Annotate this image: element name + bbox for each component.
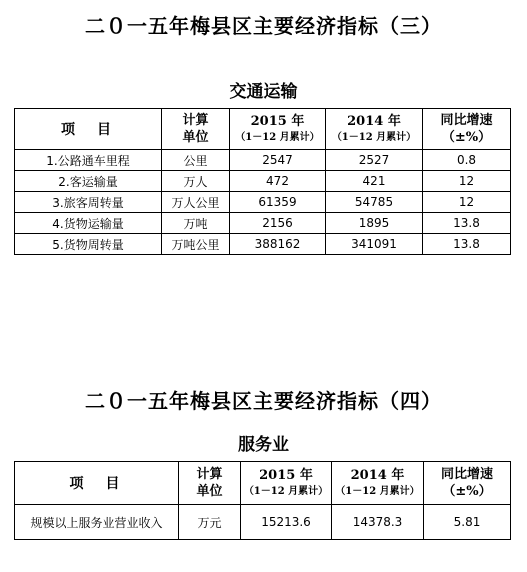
transport-table bbox=[14, 108, 511, 255]
header-yoy-line2: （±%） bbox=[441, 130, 492, 145]
header-unit-line2: 单位 bbox=[182, 130, 209, 145]
header-2014-line2: （1－12 月累计） bbox=[335, 486, 420, 497]
header-yoy-line2: （±%） bbox=[442, 484, 492, 499]
row-item: 2.客运输量 bbox=[15, 171, 162, 192]
table-row bbox=[15, 505, 511, 540]
table-row bbox=[15, 213, 511, 234]
header-yoy-line1: 同比增速 bbox=[440, 467, 493, 482]
header-2014-line2: （1－12 月累计） bbox=[331, 132, 417, 143]
row-value-2015: 61359 bbox=[230, 192, 326, 213]
section2-title: 二０一五年梅县区主要经济指标（四） bbox=[85, 389, 442, 413]
row-unit: 万元 bbox=[179, 505, 241, 540]
row-item: 3.旅客周转量 bbox=[15, 192, 162, 213]
row-value-2015: 388162 bbox=[230, 234, 326, 255]
row-value-2014: 421 bbox=[326, 171, 423, 192]
row-yoy: 5.81 bbox=[424, 505, 511, 540]
row-yoy: 12 bbox=[423, 192, 511, 213]
row-value-2015: 15213.6 bbox=[241, 505, 332, 540]
row-item: 规模以上服务业营业收入 bbox=[15, 505, 179, 540]
row-value-2015: 2156 bbox=[230, 213, 326, 234]
row-value-2015: 2547 bbox=[230, 150, 326, 171]
row-unit: 万人公里 bbox=[162, 192, 230, 213]
header-yoy-line1: 同比增速 bbox=[440, 113, 493, 128]
header-unit-line1: 计算 bbox=[182, 113, 209, 128]
row-yoy: 13.8 bbox=[423, 234, 511, 255]
header-2014-line1: 2014 年 bbox=[347, 114, 401, 129]
row-item: 1.公路通车里程 bbox=[15, 150, 162, 171]
row-value-2014: 54785 bbox=[326, 192, 423, 213]
row-yoy: 12 bbox=[423, 171, 511, 192]
table-row bbox=[15, 234, 511, 255]
section1-title: 二０一五年梅县区主要经济指标（三） bbox=[85, 14, 442, 38]
service-table bbox=[14, 461, 511, 540]
row-unit: 万人 bbox=[162, 171, 230, 192]
table-header-row bbox=[15, 462, 511, 505]
row-value-2014: 1895 bbox=[326, 213, 423, 234]
row-value-2014: 14378.3 bbox=[332, 505, 424, 540]
row-value-2014: 341091 bbox=[326, 234, 423, 255]
header-2015-line2: （1－12 月累计） bbox=[235, 132, 320, 143]
row-yoy: 13.8 bbox=[423, 213, 511, 234]
table-row bbox=[15, 150, 511, 171]
header-2015-line1: 2015 年 bbox=[259, 468, 313, 483]
table-header-row bbox=[15, 109, 511, 150]
header-item: 项 目 bbox=[15, 109, 162, 150]
table-row bbox=[15, 192, 511, 213]
header-2015-line2: （1－12 月累计） bbox=[243, 486, 329, 497]
header-yoy bbox=[424, 462, 511, 505]
header-2014 bbox=[332, 462, 424, 505]
row-yoy: 0.8 bbox=[423, 150, 511, 171]
header-2015-line1: 2015 年 bbox=[250, 114, 305, 129]
row-unit: 万吨公里 bbox=[162, 234, 230, 255]
row-item: 4.货物运输量 bbox=[15, 213, 162, 234]
header-unit bbox=[179, 462, 241, 505]
header-2015 bbox=[241, 462, 332, 505]
header-2014 bbox=[326, 109, 423, 150]
section1-subtitle: 交通运输 bbox=[229, 82, 298, 102]
row-value-2014: 2527 bbox=[326, 150, 423, 171]
row-unit: 万吨 bbox=[162, 213, 230, 234]
row-item: 5.货物周转量 bbox=[15, 234, 162, 255]
header-yoy bbox=[423, 109, 511, 150]
header-2014-line1: 2014 年 bbox=[350, 468, 405, 483]
row-value-2015: 472 bbox=[230, 171, 326, 192]
header-unit bbox=[162, 109, 230, 150]
table-row bbox=[15, 171, 511, 192]
row-unit: 公里 bbox=[162, 150, 230, 171]
section2-subtitle: 服务业 bbox=[238, 435, 289, 455]
header-item: 项 目 bbox=[15, 462, 179, 505]
header-unit-line1: 计算 bbox=[196, 467, 223, 482]
header-2015 bbox=[230, 109, 326, 150]
header-unit-line2: 单位 bbox=[196, 484, 223, 499]
